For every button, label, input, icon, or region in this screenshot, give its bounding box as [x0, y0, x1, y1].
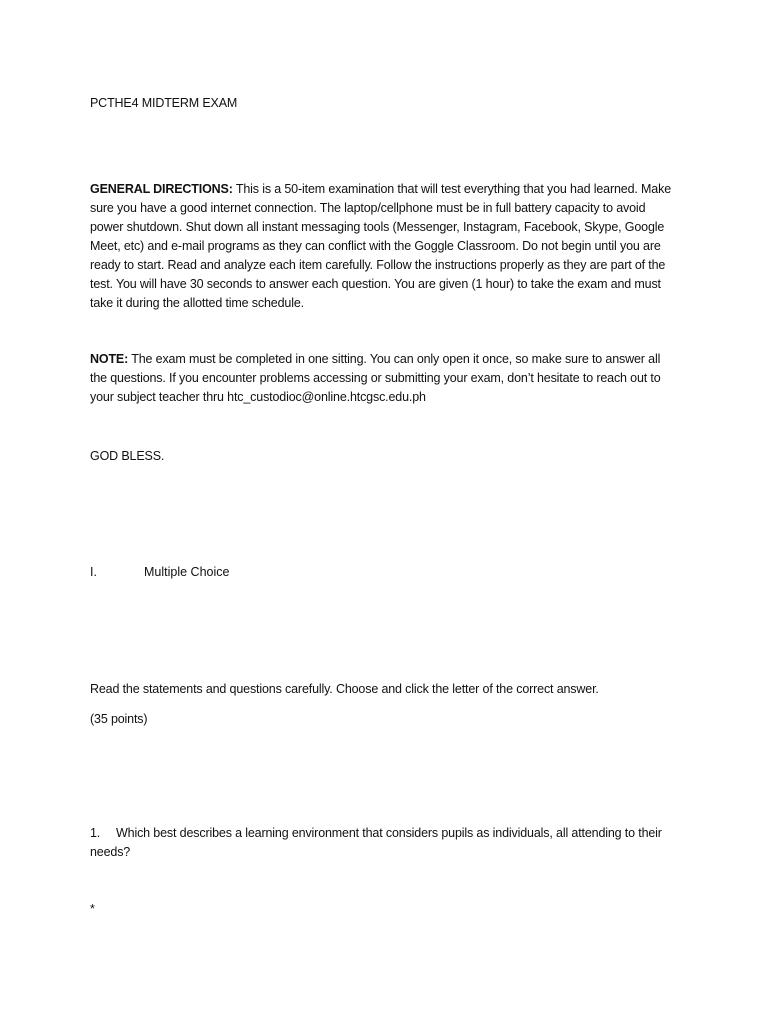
points-text: (35 points)	[90, 712, 148, 726]
required-marker: *	[90, 902, 95, 916]
section-numeral: I.	[90, 565, 97, 579]
note-paragraph	[90, 350, 680, 407]
closing-text: GOD BLESS.	[90, 449, 165, 463]
note-text: The exam must be completed in one sitting. You can only open it once, so make sure to answer all the questions. If you encounter problems accessing or submitting your exam, don’t hesitate to reach out to your subject teacher thru htc_custodioc@online.htcgsc.edu.ph	[90, 352, 661, 404]
question-number: 1.	[90, 826, 101, 840]
exam-title: PCTHE4 MIDTERM EXAM	[90, 96, 238, 110]
section-title: Multiple Choice	[144, 565, 230, 579]
directions-label: GENERAL DIRECTIONS:	[90, 182, 233, 196]
question-item	[90, 824, 680, 862]
directions-text: This is a 50-item examination that will test everything that you had learned. Make sure you have a good internet connection. The laptop/cellphone must be in full battery capacity to avoid power shutdown. Shut down all instant messaging tools (Messenger, Instagram, Facebook, Skype, Google Meet, etc) and e-mail programs as they can conflict with the Goggle Classroom. Do not begin until you are ready to start. Read and analyze each item carefully. Follow the instructions properly as they are part of the test. You will have 30 seconds to answer each question. You are given (1 hour) to take the exam and must take it during the allotted time schedule.	[90, 182, 672, 310]
note-label: NOTE:	[90, 352, 129, 366]
instructions-text: Read the statements and questions carefully. Choose and click the letter of the correct answer.	[90, 682, 599, 696]
section-heading	[90, 563, 680, 582]
general-directions	[90, 180, 680, 313]
question-text: Which best describes a learning environment that considers pupils as individuals, all attending to their needs?	[90, 826, 662, 859]
